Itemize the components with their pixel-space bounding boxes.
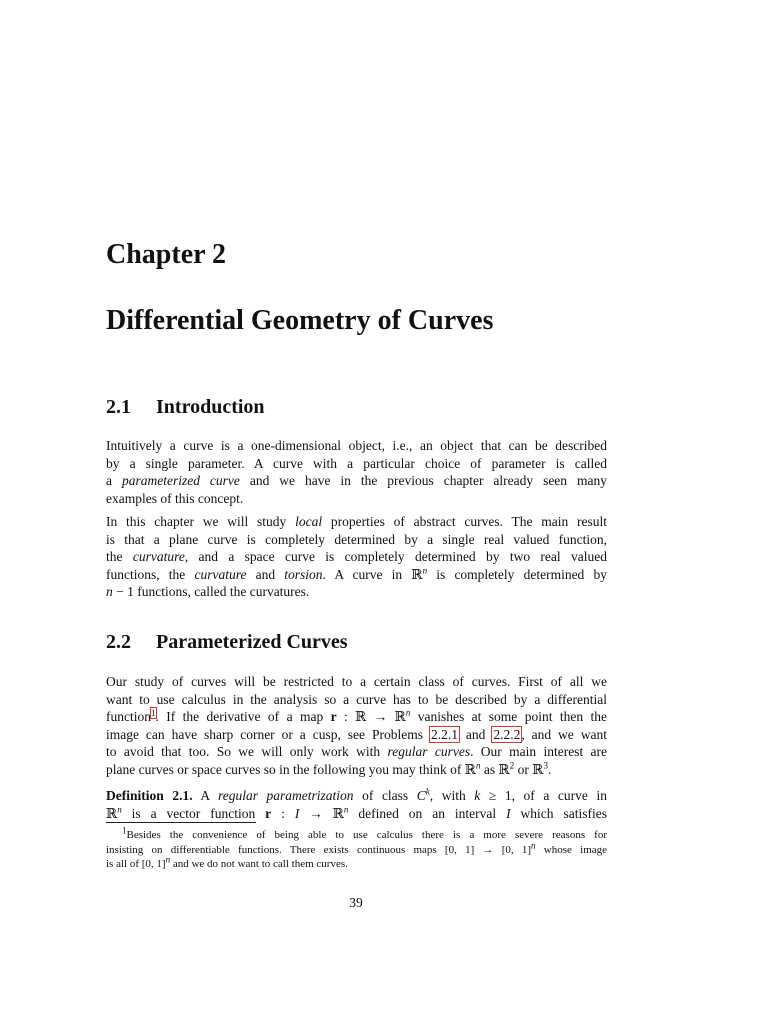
chapter-title: Differential Geometry of Curves: [106, 305, 494, 336]
section-heading-introduction: [106, 396, 265, 418]
section-number: 2.1: [106, 396, 131, 418]
text-line: Intuitively a curve is a one-dimensional object, i.e., an object that can be described: [106, 438, 607, 453]
section-number: 2.2: [106, 631, 131, 653]
definition-label: Definition 2.1.: [106, 788, 193, 803]
text-line: image can have sharp corner or a cusp, see Problems 2.2.1 and 2.2.2, and we want: [106, 726, 607, 742]
parameterized-curves-paragraph: [106, 673, 607, 779]
footnote-marker: 1: [122, 825, 127, 836]
section-title: Introduction: [156, 396, 265, 418]
intro-paragraph-1: [106, 437, 607, 507]
footnote: [106, 825, 608, 872]
text-line: want to use calculus in the analysis so a curve has to be described by a differential: [106, 691, 607, 707]
text-line: ℝ$^n$ is a vector function r : I → ℝ$^n$ defined on an interval I which satisfies: [106, 804, 607, 821]
text-line: $^1$Besides the convenience of being able to use calculus there is a more severe reasons for: [122, 825, 607, 841]
section-heading-parameterized-curves: [106, 631, 348, 653]
problem-link-2-2-1[interactable]: 2.2.1: [430, 726, 458, 742]
text-line: Definition 2.1. A regular parametrization of class $C^k$, with k ≥ 1, of a curve in: [106, 786, 607, 803]
footnote-rule: [106, 822, 256, 823]
text-line: is all of [0, 1]$^n$ and we do not want to call them curves.: [106, 854, 348, 870]
text-line: is that a plane curve is completely determined by a single real valued function,: [106, 531, 607, 547]
text-line: function$^1$. If the derivative of a map r : ℝ → ℝ$^n$ vanishes at some point then the: [106, 707, 607, 725]
text-line: Our study of curves will be restricted to a certain class of curves. First of all we: [106, 674, 607, 689]
text-line: insisting on differentiable functions. There exists continuous maps [0, 1] → [0, 1]$^n$ whose image: [106, 839, 608, 856]
intro-paragraph-2: [106, 513, 607, 601]
text-line: a parameterized curve and we have in the previous chapter already seen many: [106, 473, 607, 489]
text-line: n − 1 functions, called the curvatures.: [106, 584, 310, 600]
text-line: the curvature, and a space curve is completely determined by two real valued: [106, 549, 607, 565]
text-line: plane curves or space curves so in the following you may think of ℝ$^n$ as ℝ$^2$ or ℝ$^3$.: [106, 760, 552, 777]
text-line: by a single parameter. A curve with a particular choice of parameter is called: [106, 455, 607, 471]
text-line: functions, the curvature and torsion. A curve in ℝ$^n$ is completely determined by: [106, 565, 607, 582]
text-line: In this chapter we will study local properties of abstract curves. The main result: [106, 514, 607, 529]
section-title: Parameterized Curves: [156, 631, 348, 653]
definition-2-1: [106, 787, 607, 822]
page-number: 39: [349, 895, 363, 910]
text-line: to avoid that too. So we will only work with regular curves. Our main interest are: [106, 744, 608, 760]
text-line: examples of this concept.: [106, 490, 244, 506]
chapter-label: Chapter 2: [106, 239, 227, 270]
problem-link-2-2-2[interactable]: 2.2.2: [493, 726, 521, 742]
footnote-link[interactable]: 1: [151, 707, 156, 718]
